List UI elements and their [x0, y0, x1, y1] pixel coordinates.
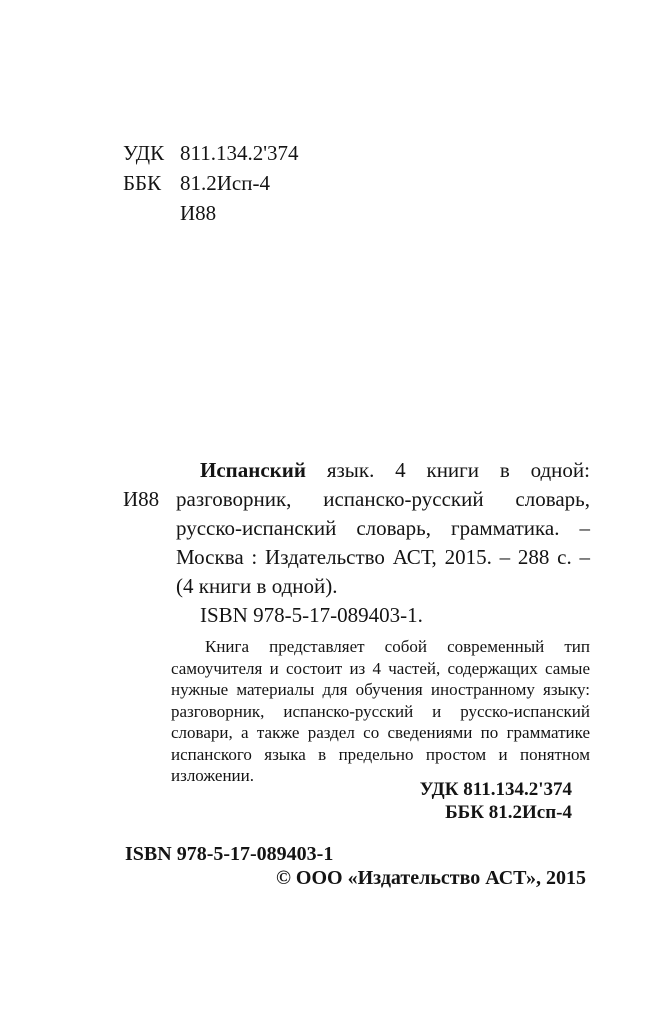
author-sign-row	[123, 198, 299, 228]
bottom-udk: УДК 811.134.2'374	[419, 779, 572, 800]
bbk-value: 81.2Исп-4	[180, 171, 270, 195]
footer-isbn: ISBN 978-5-17-089403-1	[125, 843, 334, 865]
annotation-paragraph: Книга представляет собой современный тип самоучителя и состоит из 4 частей, содержащих самые нужные материалы для обучения иностранному языку: разговорник, испанско-русский и русско-испанский словари, а также раздел со сведениями по грамматике испанского языка в предельно простом и понятном изложении.	[171, 637, 590, 785]
bottom-classification-block	[420, 779, 572, 824]
bottom-bbk: ББК 81.2Исп-4	[445, 801, 572, 823]
udk-label: УДК	[123, 141, 165, 165]
udk-value: 811.134.2'374	[180, 141, 299, 165]
bibliographic-description-text: язык. 4 книги в одной: разговорник, испанско-русский словарь, русско-испанский словарь, грамматика. – Москва : Издательство АСТ, 2015. – 288 с. – (4 книги в одной).	[176, 458, 590, 598]
isbn-line: ISBN 978-5-17-089403-1.	[200, 603, 423, 627]
bibliographic-description	[176, 456, 590, 601]
author-sign-value: И88	[180, 201, 217, 225]
book-title-bold: Испанский	[200, 458, 306, 482]
bbk-label: ББК	[123, 171, 162, 195]
udk-row	[123, 138, 299, 168]
bbk-row	[123, 168, 299, 198]
footer-copyright: © ООО «Издательство АСТ», 2015	[275, 867, 586, 889]
author-sign-margin: И88	[123, 487, 160, 511]
top-classification-block	[123, 138, 299, 228]
